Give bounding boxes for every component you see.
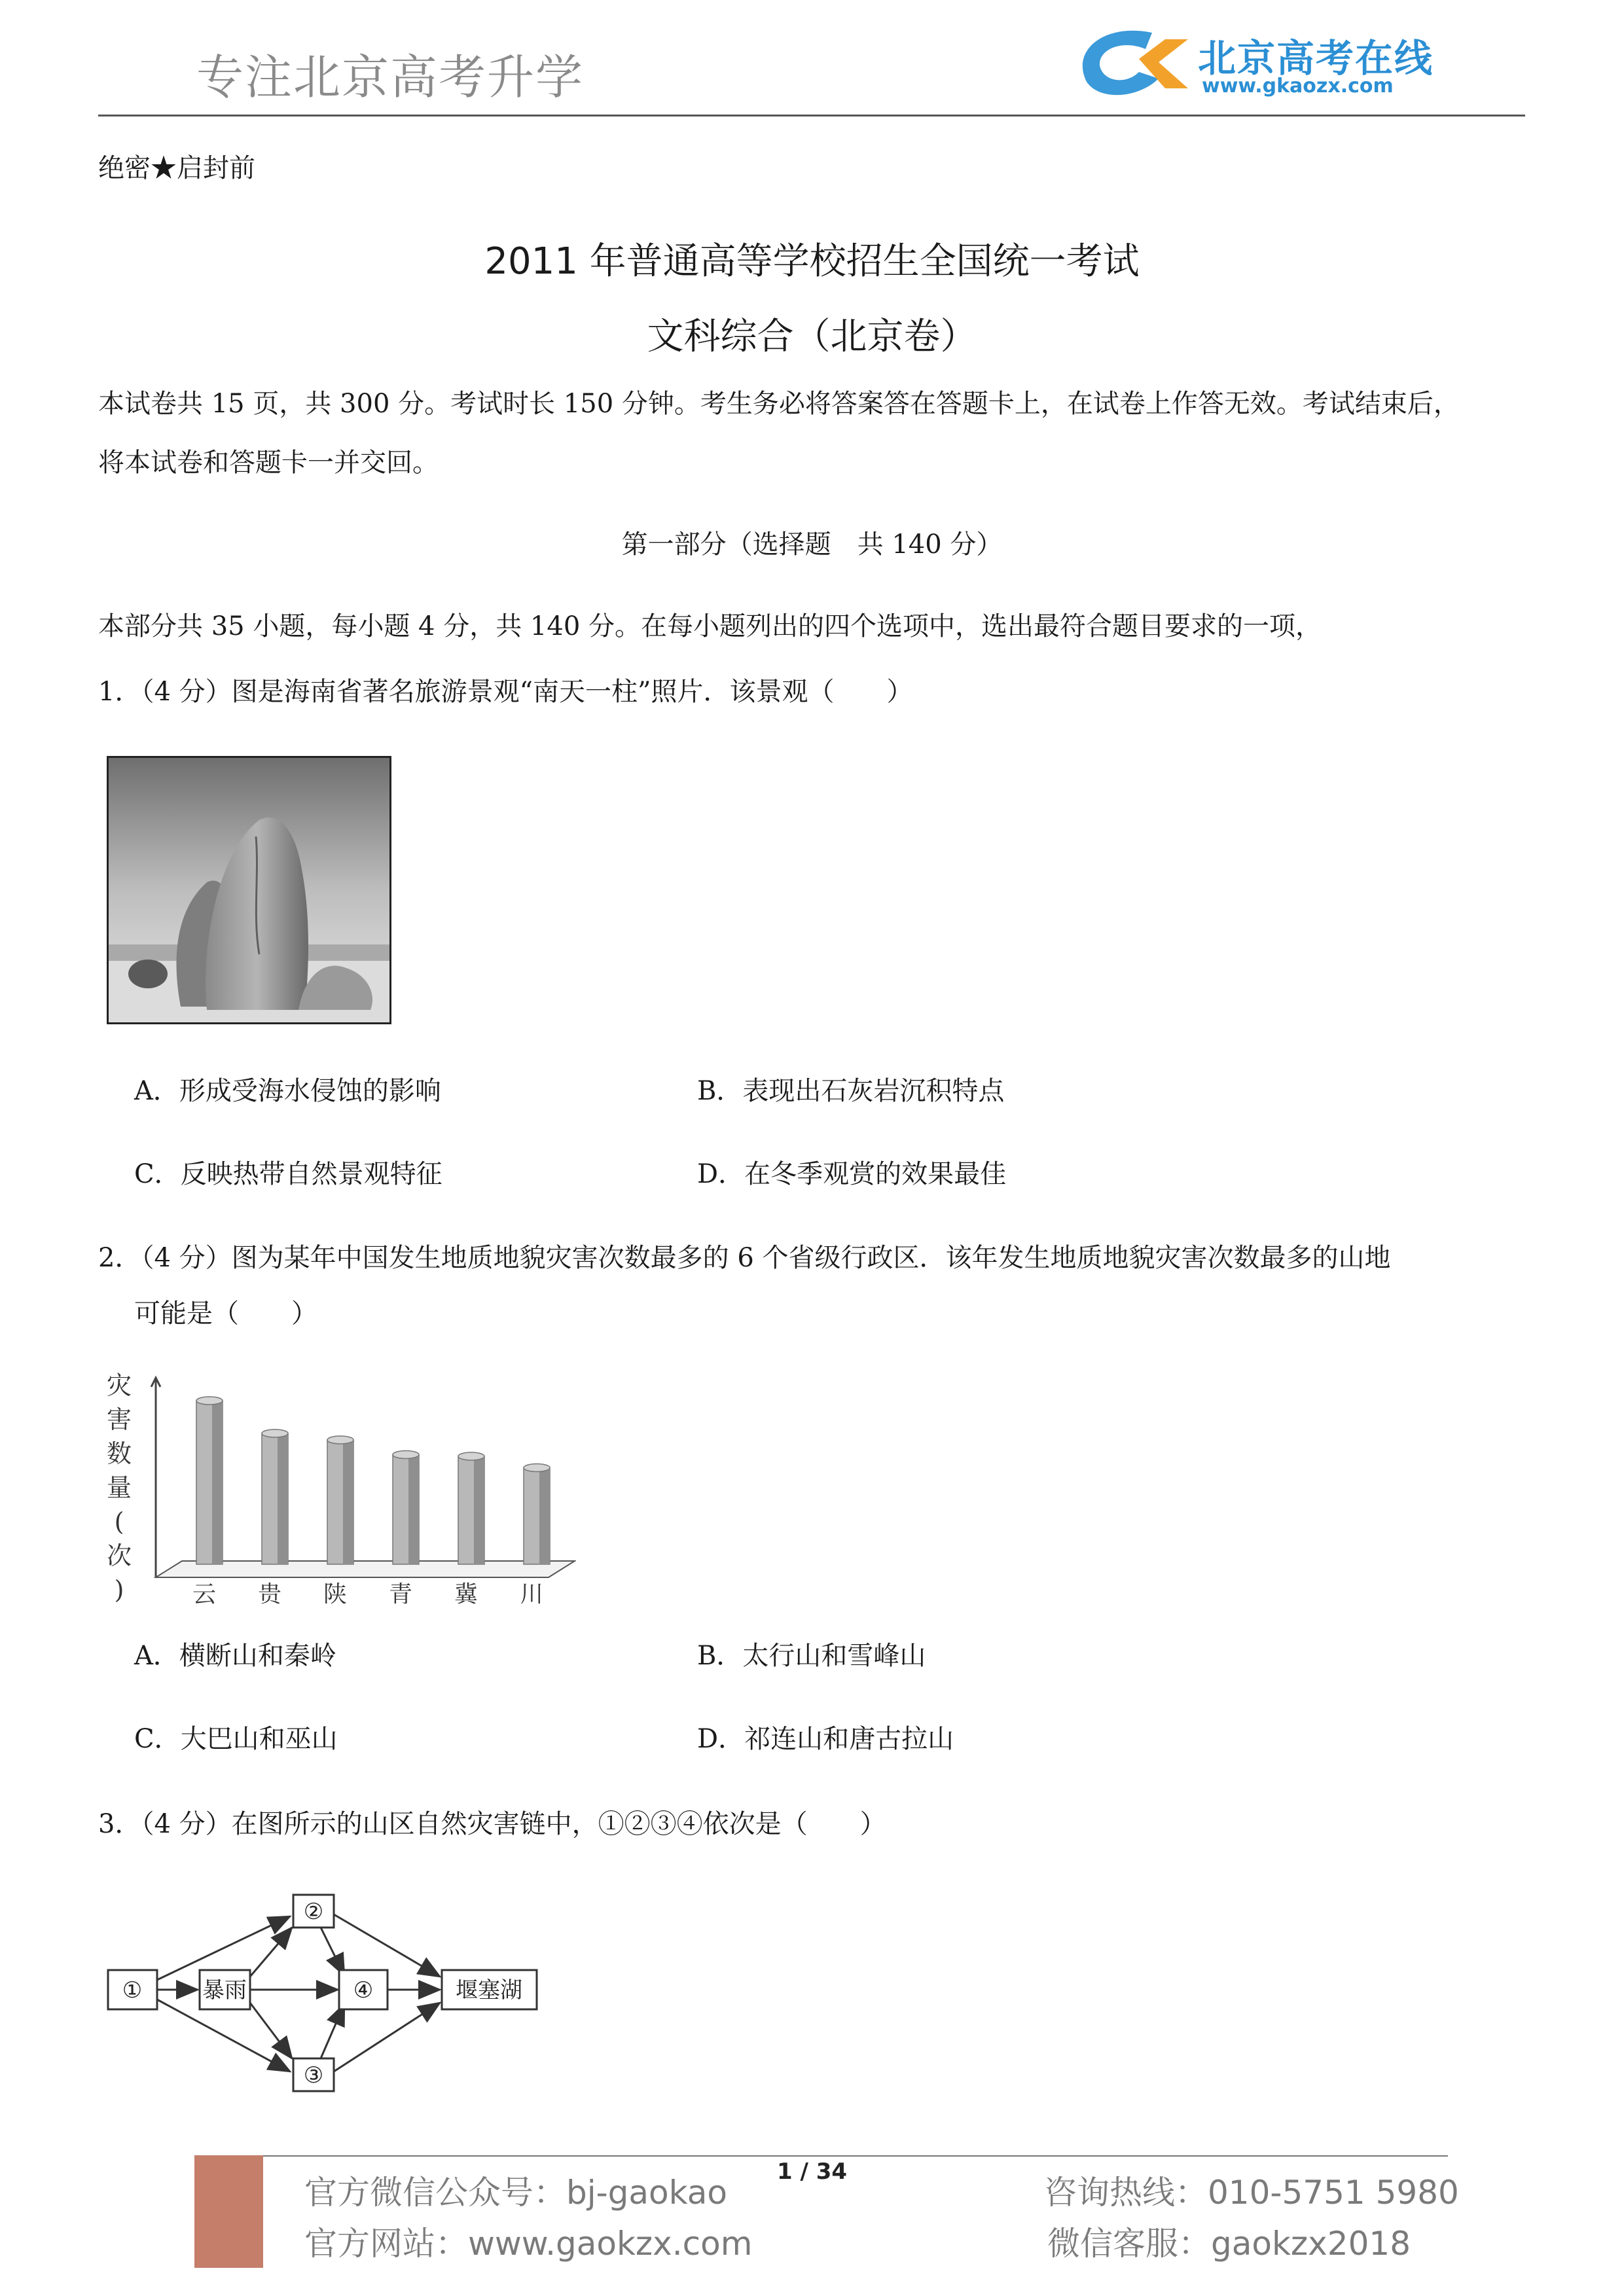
question-1-option-b[interactable]: B．表现出石灰岩沉积特点 <box>697 1076 1005 1106</box>
y-axis-label-char: ( <box>114 1507 124 1536</box>
footer-service: 微信客服：gaokzx2018 <box>1047 2225 1411 2263</box>
edge-3-to-lake <box>334 2003 440 2072</box>
node-storm-label: 暴雨 <box>202 1977 247 2003</box>
edge-2-to-4 <box>321 1928 344 1975</box>
edge-3-to-4 <box>321 2004 344 2058</box>
question-2-chart <box>98 1368 576 1604</box>
bar-top <box>262 1429 288 1437</box>
exam-title: 2011 年普通高等学校招生全国统一考试 <box>484 240 1140 283</box>
question-1-photo <box>107 756 391 1024</box>
question-3-diagram <box>105 1885 550 2101</box>
bar-shade <box>212 1401 223 1564</box>
secret-mark: 绝密★启封前 <box>98 153 255 183</box>
node-4-label: ④ <box>353 1977 374 2003</box>
question-2-stem-line-2: 可能是（ ） <box>134 1299 317 1329</box>
y-axis-label-char: 害 <box>106 1405 132 1434</box>
logo-url: www.gkaozx.com <box>1202 75 1394 98</box>
question-2-stem-line-1: 2．（4 分）图为某年中国发生地质地貌灾害次数最多的 6 个省级行政区．该年发生地质地貌灾害次数最多的山地 <box>98 1243 1391 1273</box>
disaster-bar-chart <box>98 1368 576 1604</box>
bar-top <box>196 1397 223 1405</box>
question-1-stem: 1．（4 分）图是海南省著名旅游景观“南天一柱”照片．该景观（ ） <box>98 677 913 707</box>
bar-shade <box>539 1468 550 1565</box>
question-2-option-c[interactable]: C．大巴山和巫山 <box>134 1724 338 1754</box>
y-axis-label-char: 次 <box>106 1541 132 1570</box>
x-tick-label: 青 <box>388 1581 413 1604</box>
footer-divider <box>194 2155 1448 2157</box>
bar-shade <box>474 1456 484 1564</box>
x-tick-label: 贵 <box>257 1581 282 1604</box>
bar-top <box>458 1452 484 1460</box>
question-1-option-c[interactable]: C．反映热带自然景观特征 <box>134 1159 442 1189</box>
y-axis-label-char: 量 <box>106 1473 132 1502</box>
bar-top <box>524 1464 550 1472</box>
site-logo[interactable] <box>1067 20 1460 105</box>
header-divider <box>98 115 1525 117</box>
disaster-chain-diagram <box>105 1885 550 2101</box>
node-lake-label: 堰塞湖 <box>456 1977 522 2003</box>
edge-storm-to-2 <box>250 1928 292 1977</box>
bar-shade <box>343 1440 353 1564</box>
edge-storm-to-3 <box>250 2003 292 2058</box>
x-tick-label: 川 <box>519 1581 544 1604</box>
question-1-option-a[interactable]: A．形成受海水侵蚀的影响 <box>134 1076 441 1106</box>
footer-wechat: 官方微信公众号：bj-gaokao <box>304 2174 727 2212</box>
part-heading: 第一部分（选择题 共 140 分） <box>621 529 1003 560</box>
node-3-label: ③ <box>303 2062 324 2089</box>
question-2-option-b[interactable]: B．太行山和雪峰山 <box>697 1641 926 1671</box>
exam-subtitle: 文科综合（北京卷） <box>647 315 977 358</box>
instructions: 本部分共 35 小题，每小题 4 分，共 140 分。在每小题列出的四个选项中，选出最符合题目要求的一项， <box>98 611 1322 641</box>
y-axis-label-char: 灾 <box>106 1371 132 1400</box>
intro-line-2: 将本试卷和答题卡一并交回。 <box>98 448 439 478</box>
edge-2-to-lake <box>334 1914 440 1977</box>
logo-text: 北京高考在线 <box>1198 36 1434 81</box>
question-2-option-a[interactable]: A．横断山和秦岭 <box>134 1641 336 1671</box>
question-3-stem: 3．（4 分）在图所示的山区自然灾害链中，①②③④依次是（ ） <box>98 1809 886 1839</box>
header-slogan: 专注北京高考升学 <box>196 50 585 105</box>
footer-hotline: 咨询热线：010-5751 5980 <box>1044 2174 1459 2212</box>
bar-shade <box>278 1433 288 1564</box>
y-axis-label-char: ) <box>114 1575 124 1604</box>
logo-mark-icon <box>1067 20 1198 105</box>
node-1-label: ① <box>122 1977 143 2003</box>
bar-top <box>327 1436 353 1444</box>
page-number: 1 / 34 <box>776 2159 848 2185</box>
question-1-option-d[interactable]: D．在冬季观赏的效果最佳 <box>697 1159 1007 1189</box>
x-tick-label: 陕 <box>323 1581 348 1604</box>
question-2-option-d[interactable]: D．祁连山和唐古拉山 <box>697 1724 954 1754</box>
intro-line-1: 本试卷共 15 页，共 300 分。考试时长 150 分钟。考生务必将答案答在答题卡上，在试卷上作答无效。考试结束后， <box>98 389 1460 419</box>
bar-shade <box>408 1455 419 1565</box>
x-tick-label: 云 <box>192 1581 217 1604</box>
x-tick-label: 冀 <box>454 1581 478 1604</box>
y-axis-label-char: 数 <box>106 1439 132 1468</box>
rock-photo-image <box>109 758 389 1022</box>
bar-top <box>393 1451 419 1459</box>
footer-website[interactable]: 官方网站：www.gaokzx.com <box>304 2225 753 2263</box>
node-2-label: ② <box>303 1899 324 1925</box>
